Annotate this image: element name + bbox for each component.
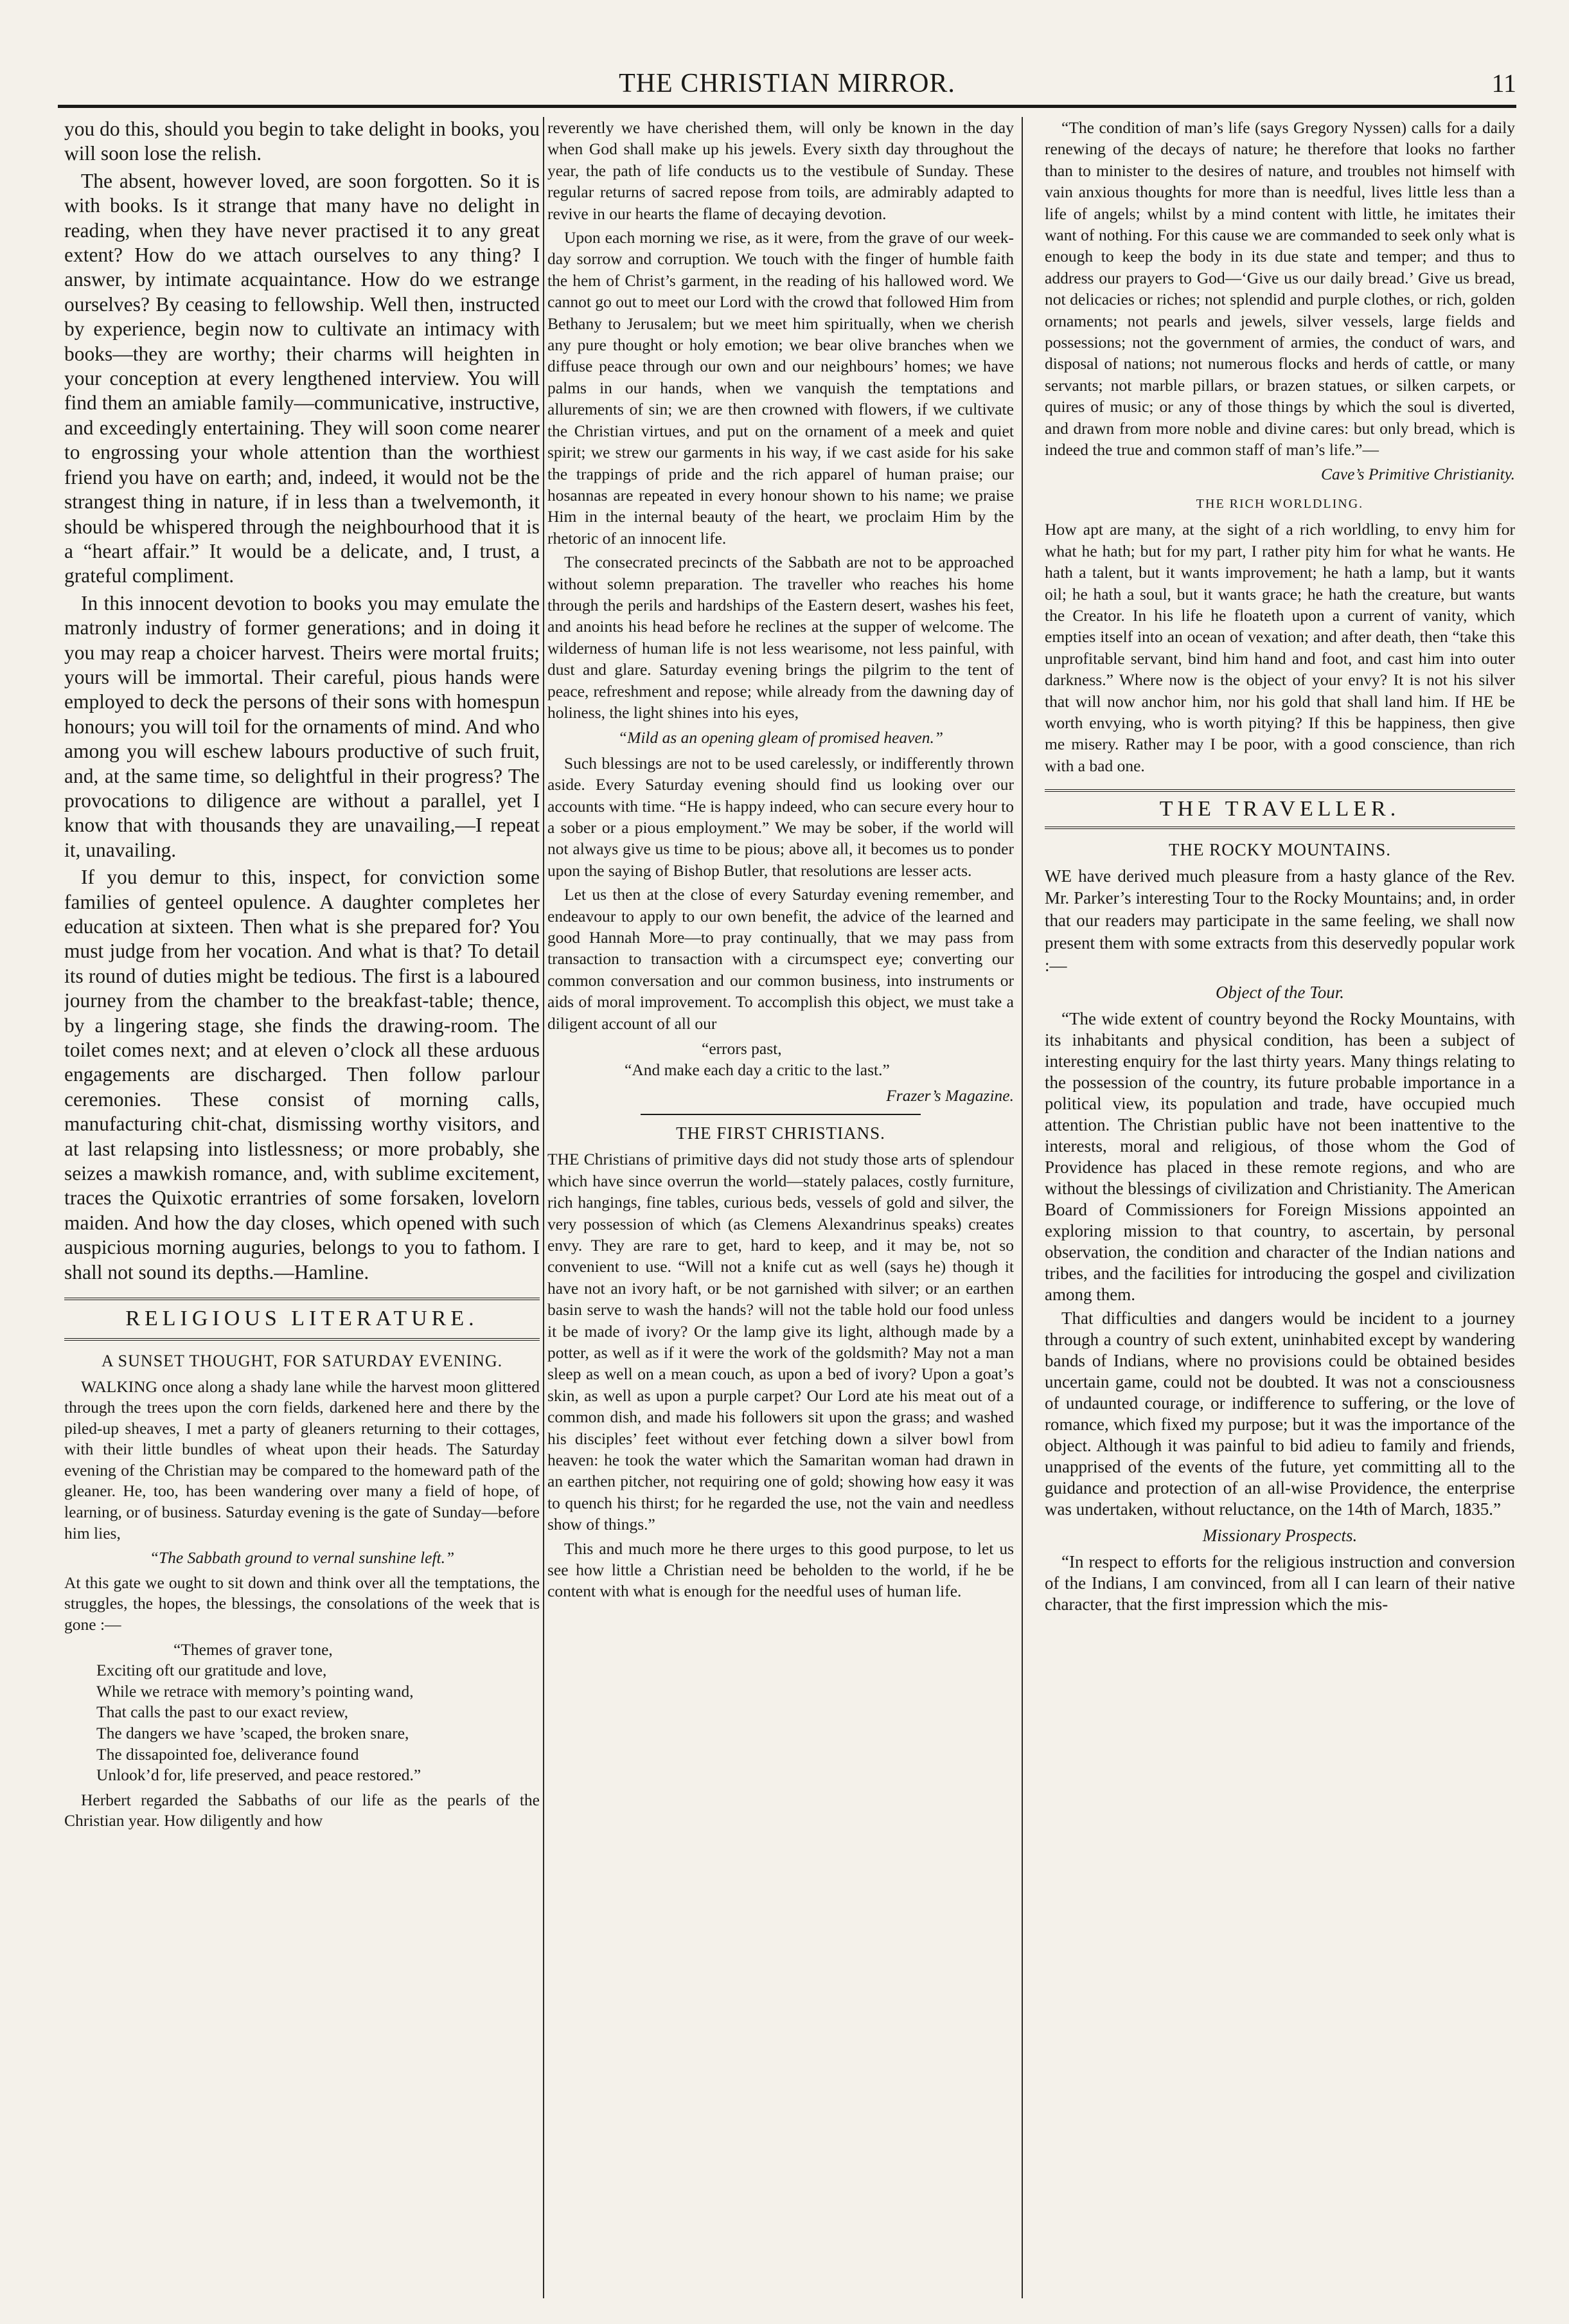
article-title-sunset-thought: A SUNSET THOUGHT, FOR SATURDAY EVENING. xyxy=(101,1351,503,1370)
section-heading-traveller: THE TRAVELLER. xyxy=(1045,789,1515,828)
paragraph: This and much more he there urges to this good purpose, to let us see how little a Christian need be beholden to the world, if he be content with what is enough for the needful uses of human life. xyxy=(547,1539,1014,1601)
paragraph: The absent, however loved, are soon forgotten. So it is with books. Is it strange that many have no delight in reading, when they have never practised it to any great extent? How do we attach ourselves to any thing? I answer, by intimate acquaintance. How do we estrange ourselves? By ceasing to fellowship. Well then, instructed by experience, begin now to cultivate an intimacy with books—they are worthy; their charms will heighten in your conception at every lengthened interview. You will find them an amiable family—communicative, instructive, and exceedingly entertaining. They will soon come nearer to engrossing your whole attention than the worthiest friend you have on earth; and, indeed, it would not be the strangest thing in nature, if in less than a twelvemonth, it should be whispered through the neighbourhood that it is a “heart affair.” It would be a delicate, and, I trust, a grateful compliment. xyxy=(64,169,540,587)
column-divider-2 xyxy=(1022,117,1023,2298)
quotation: “Mild as an opening gleam of promised heaven.” xyxy=(617,728,944,747)
section-heading-religious-literature: RELIGIOUS LITERATURE. xyxy=(64,1298,540,1340)
paragraph: How apt are many, at the sight of a rich worldling, to envy him for what he hath; but for my part, I rather pity him for what he wants. He hath a talent, but it wants improvement; he hath a lamp, but it wants oil; he hath a soul, but it wants grace; he hath the creature, but wants the Creator. In his life he floateth upon a current of vanity, which empties itself into an ocean of vexation; and after death, then “take this unprofitable servant, bind him hand and foot, and cast him into outer darkness.” Where now is the object of your envy? It is not his silver that will now anchor him, nor his gold that shall land him. If HE be worth envying, who is worth pitying? If this be happiness, then give me misery. Rather may I be poor, with a good conscience, than rich with a bad one. xyxy=(1045,520,1515,775)
poem-line: The dissapointed foe, deliverance found xyxy=(96,1744,359,1764)
paragraph: Upon each morning we rise, as it were, from the grave of our week-day sorrow and corruption. We touch with the finger of humble faith the hem of Christ’s garment, in the reading of his hallowed word. We cannot go out to meet our Lord with the crowd that followed Him from Bethany to Jerusalem; but we meet him spiritually, when we cherish any pure thought or holy emotion; we bear olive branches when we diffuse peace through our own and our neighbours’ homes; we have palms in our hands, when we vanquish the temptations and allurements of sin; we are then crowned with flowers, if we cultivate the Christian virtues, and put on the ornament of a meek and quiet spirit; we strew our garments in his way, if we cast aside for his sake the trappings of pride and the rich apparel of human praise; our hosannas are repeated in every honour shown to his name; we praise Him in the internal beauty of the heart, we proclaim Him by the rhetoric of an innocent life. xyxy=(547,228,1014,548)
paragraph: “The condition of man’s life (says Gregory Nyssen) calls for a daily renewing of the decays of nature; he therefore that looks no farther than to minister to the desires of nature, and troubles not himself with vain anxious thoughts for more than is needful, lives little less than a life of angels; whilst by a mind content with little, he imitates their want of nothing. For this cause we are commanded to seek only what is enough to keep the body in its due state and temper; and thus to address our prayers to God—‘Give us our daily bread.’ Give us bread, not delicacies or riches; not splendid and purple clothes, or rich, golden ornaments; not pearls and jewels, silver vessels, large fields and possessions; not the government of armies, the conduct of wars, and disposal of nations; not numerous flocks and herds of cattle, or many servants; not marble pillars, or brazen statues, or silken carpets, or quires of music; or any of those things by which the soul is diverted, and drawn from more noble and divine cares: but only bread, which is indeed the true and common staff of man’s life.”— xyxy=(1045,118,1515,460)
paragraph: That difficulties and dangers would be incident to a journey through a country of such extent, uninhabited except by wandering bands of Indians, where no provisions could be obtained besides uncertain game, could not be doubted. It was not a consciousness of undaunted courage, or indifference to suffering, or the love of romance, which fixed my purpose; but it was the importance of the object. Although it was painful to bid adieu to family and friends, unapprised of the events of the future, yet committing all to the guidance and protection of an all-wise Providence, the enterprise was undertaken, without reluctance, on the 14th of March, 1835.” xyxy=(1045,1308,1515,1519)
poem-line: While we retrace with memory’s pointing wand, xyxy=(96,1681,414,1701)
subheading-missionary-prospects: Missionary Prospects. xyxy=(1202,1525,1358,1545)
subheading-object-of-tour: Object of the Tour. xyxy=(1215,982,1344,1002)
paragraph: At this gate we ought to sit down and think over all the temptations, the struggles, the hopes, the blessings, the consolations of the week that is gone :— xyxy=(64,1573,540,1634)
page-number: 11 xyxy=(1491,69,1516,98)
column-2 xyxy=(547,117,1014,2298)
couplet xyxy=(625,1038,1014,1081)
paragraph: Such blessings are not to be used carelessly, or indifferently thrown aside. Every Saturday evening should find us looking over our accounts with time. “He is happy indeed, who can secure every hour to a sober or a pious employment.” We may be sober, if the world will not always give us time to be pious; above all, it becomes us to ponder upon the saying of Bishop Butler, that resolutions are lesser acts. xyxy=(547,753,1014,880)
paragraph: The consecrated precincts of the Sabbath are not to be approached without solemn preparation. The traveller who reaches his home through the perils and hardships of the Eastern desert, washes his feet, and anoints his head before he reclines at the supper of welcome. The wilderness of human life is not less wearisome, not less painful, with dust and glare. Saturday evening brings the pilgrim to the tent of peace, refreshment and repose; while already from the dawning day of holiness, the light shines into his eyes, xyxy=(547,553,1014,722)
newspaper-title: THE CHRISTIAN MIRROR. xyxy=(619,69,955,98)
poem-line: Unlook’d for, life preserved, and peace restored.” xyxy=(96,1765,421,1785)
column-1 xyxy=(64,117,540,2298)
paragraph: THE Christians of primitive days did not study those arts of splendour which have since overrun the world—stately palaces, costly furniture, rich hangings, fine tables, curious beds, vessels of gold and silver, the very possession of which (as Clemens Alexandrinus speaks) creates envy. They are rare to get, hard to keep, and it may be, not so convenient to use. “Will not a knife cut as well (says he) though it have not an ivory haft, or be not garnished with silver; or an earthen basin serve to wash the hands? will not the table hold our food unless it be made of ivory? Or the lamp give its light, although made by a potter, as well as if it were the work of the goldsmith? May not a man sleep as well on a mean couch, as upon a bed of ivory? Upon a goat’s skin, as well as upon a purple carpet? Our Lord ate his meat out of a common dish, and made his followers sit upon the grass; and washed his disciples’ feet without ever fetching down a silver bowl from heaven: he took the water which the Samaritan woman had drawn in an earthen pitcher, not requiring one of gold; showing how easy it was to quench his thirst; for he regarded the use, not the vain and needless show of things.” xyxy=(547,1150,1014,1534)
paragraph: WALKING once along a shady lane while the harvest moon glittered through the trees upon the corn fields, darkened here and there by the piled-up sheaves, I met a party of gleaners returning to their cottages, with their little bundles of wheat upon their heads. The Saturday evening of the Christian may be compared to the homeward path of the gleaner. He, too, has been wandering over many a field of hope, of learning, or of business. Saturday evening is the gate of Sunday—before him lies, xyxy=(64,1377,540,1542)
paragraph: you do this, should you begin to take delight in books, you will soon lose the relish. xyxy=(64,118,540,165)
divider xyxy=(641,1114,921,1115)
column-divider-1 xyxy=(543,117,544,2298)
attribution: Cave’s Primitive Christianity. xyxy=(1321,464,1515,483)
paragraph: WE have derived much pleasure from a hasty glance of the Rev. Mr. Parker’s interesting Tour to the Rocky Mountains; and, in order that our readers may participate in the same feeling, we shall now present them with some extracts from this deservedly popular work :— xyxy=(1045,866,1515,975)
paragraph: “In respect to efforts for the religious instruction and conversion of the Indians, I am convinced, from all I can learn of their native character, that the first impression which the mis- xyxy=(1045,1552,1515,1614)
paragraph: “The wide extent of country beyond the Rocky Mountains, with its inhabitants and physical condition, has been a subject of interesting enquiry for the last thirty years. Many things relating to the possession of the country, its future probable importance in a political view, its population and trade, have occupied much attention. The Christian public have not been inattentive to the interests, moral and religious, of those whom the God of Providence has placed in these remote regions, and who are without the blessings of civilization and Christianity. The American Board of Commissioners for Foreign Missions appointed an exploring mission to that country, to ascertain, by personal observation, the condition and character of the Indian nations and tribes, and the facilities for introducing the gospel and civilization among them. xyxy=(1045,1008,1515,1304)
header-rule xyxy=(58,105,1516,108)
poem-line: The dangers we have ’scaped, the broken snare, xyxy=(96,1724,409,1742)
paragraph: Herbert regarded the Sabbaths of our life as the pearls of the Christian year. How diligently and how xyxy=(64,1790,540,1830)
article-title-rich-worldling: THE RICH WORLDLING. xyxy=(1196,496,1364,511)
paragraph: In this innocent devotion to books you may emulate the matronly industry of former generations; and in doing it you may reap a choicer harvest. Theirs were mortal fruits; yours will be immortal. Their careful, pious hands were employed to deck the persons of their sons with homespun honours; you will toil for the ornaments of mind. And who among you will eschew labours productive of such fruit, and, at the same time, so delightful in their progress? The provocations to diligence are without a parallel, yet I know that with thousands they are unavailing,—I repeat it, unavailing. xyxy=(64,591,540,861)
poem-line: “And make each day a critic to the last.” xyxy=(625,1060,890,1080)
poem-line: “Themes of graver tone, xyxy=(173,1640,333,1659)
column-3 xyxy=(1045,117,1515,2298)
poem-line: That calls the past to our exact review, xyxy=(96,1703,349,1722)
paragraph: If you demur to this, inspect, for conviction some families of genteel opulence. A daughter completes her education at sixteen. Then what is she prepared for? You must judge from her vocation. And what is that? To detail its round of duties might be tedious. The first is a laboured journey from the chamber to the breakfast-table; thence, by a lingering stage, she finds the drawing-room. The toilet comes next; and at eleven o’clock all these arduous engagements are discharged. Then follow parlour ceremonies. These consist of morning calls, manufacturing chit-chat, dismissing worthy visitors, and at last relapsing into listlessness; or more probably, she seizes a mawkish romance, and, with sublime excitement, traces the Quixotic errantries of some forsaken, lovelorn maiden. And how the day closes, which opened with such auspicious morning auguries, belongs to you to fathom. I shall not sound its depths.—Hamline. xyxy=(64,866,540,1283)
attribution: Frazer’s Magazine. xyxy=(886,1086,1014,1105)
article-title-rocky-mountains: THE ROCKY MOUNTAINS. xyxy=(1168,839,1392,859)
paragraph: Let us then at the close of every Saturday evening remember, and endeavour to apply to our own benefit, the advice of the learned and good Hannah More—to pray continually, that we may pass from transaction to transaction with a circumspect eye; converting our common conversation and our common business, into instruments or aids of moral improvement. To accomplish this object, we must take a diligent account of all our xyxy=(547,885,1014,1033)
quotation: “The Sabbath ground to vernal sunshine left.” xyxy=(149,1548,455,1568)
paragraph: reverently we have cherished them, will only be known in the day when God shall make up his jewels. Every sixth day throughout the year, the path of life conducts us to the vestibule of Sunday. These regular returns of sacred repose from toils, are admirably adapted to revive in our hearts the flame of decaying devotion. xyxy=(547,118,1014,223)
poem xyxy=(96,1640,540,1786)
poem-line: Exciting oft our gratitude and love, xyxy=(96,1661,327,1680)
poem-line: “errors past, xyxy=(702,1039,782,1059)
page-header xyxy=(58,63,1516,108)
article-title-first-christians: THE FIRST CHRISTIANS. xyxy=(676,1123,885,1143)
